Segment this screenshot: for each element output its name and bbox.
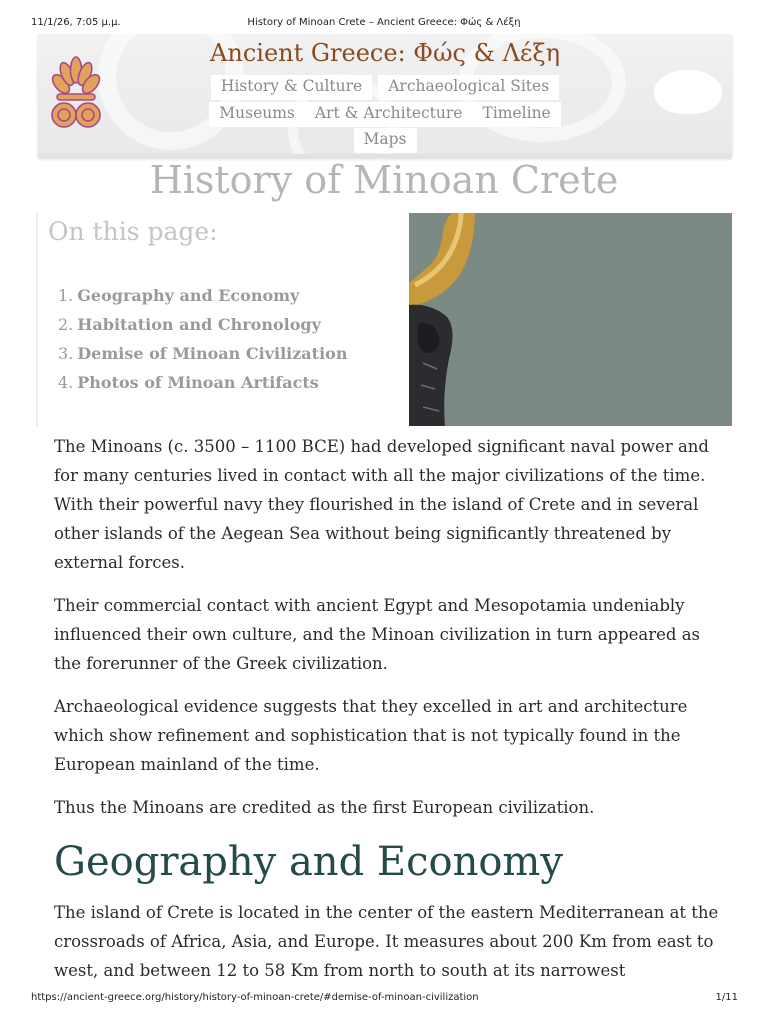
nav-row <box>38 128 732 153</box>
section-heading-geography: Geography and Economy <box>54 839 563 885</box>
toc-item: 2. Habitation and Chronology <box>58 315 321 334</box>
page-title: History of Minoan Crete <box>149 158 619 202</box>
table-of-contents <box>36 213 398 426</box>
site-header <box>38 34 732 157</box>
nav-art-architecture[interactable]: Art & Architecture <box>305 102 473 127</box>
nav-history-culture[interactable]: History & Culture <box>211 75 372 100</box>
body-paragraph: Archaeological evidence suggests that they excelled in art and architecture which show refinement and sophistication that is not typically found in the European mainland of the time. <box>54 697 688 774</box>
nav-archaeological-sites[interactable]: Archaeological Sites <box>378 75 559 100</box>
toc-item: 3. Demise of Minoan Civilization <box>58 344 348 363</box>
print-document-title: History of Minoan Crete – Ancient Greece: Φώς & Λέξη <box>247 17 521 28</box>
body-paragraph: The Minoans (c. 3500 – 1100 BCE) had developed significant naval power and for many centuries lived in contact with all the major civilizations of the time. With their powerful navy they flourished in the island of Crete and in several other islands of the Aegean Sea without being significantly threatened by external forces. <box>54 437 709 572</box>
toc-link-geography[interactable]: Geography and Economy <box>77 286 300 305</box>
toc-link-habitation[interactable]: Habitation and Chronology <box>77 315 321 334</box>
toc-item: 4. Photos of Minoan Artifacts <box>58 373 319 392</box>
toc-item: 1. Geography and Economy <box>58 286 300 305</box>
body-paragraph: The island of Crete is located in the center of the eastern Mediterranean at the crossroads of Africa, Asia, and Europe. It measures about 200 Km from east to west, and between 12 to 58 Km from north to south at its narrowest <box>54 903 719 980</box>
nav-row <box>38 102 732 127</box>
nav-maps[interactable]: Maps <box>354 128 417 153</box>
toc-heading: On this page: <box>48 217 218 246</box>
article-content <box>54 432 719 999</box>
print-page-counter: 1/11 <box>715 992 738 1003</box>
print-footer <box>0 992 768 1006</box>
bull-head-artifact <box>409 213 732 426</box>
site-title[interactable]: Ancient Greece: Φώς & Λέξη <box>210 39 560 67</box>
nav-timeline[interactable]: Timeline <box>472 102 560 127</box>
toc-link-demise[interactable]: Demise of Minoan Civilization <box>77 344 348 363</box>
nav-museums[interactable]: Museums <box>209 102 305 127</box>
toc-list <box>58 281 347 397</box>
print-url: https://ancient-greece.org/history/history-of-minoan-crete/#demise-of-minoan-civilization <box>31 992 479 1003</box>
toc-link-photos[interactable]: Photos of Minoan Artifacts <box>77 373 319 392</box>
body-paragraph: Their commercial contact with ancient Egypt and Mesopotamia undeniably influenced their own culture, and the Minoan civilization in turn appeared as the forerunner of the Greek civilization. <box>54 596 701 673</box>
nav-row <box>38 75 732 100</box>
body-paragraph: Thus the Minoans are credited as the first European civilization. <box>54 798 595 817</box>
print-header <box>0 17 768 31</box>
print-datetime: 11/1/26, 7:05 μ.μ. <box>31 17 121 28</box>
hero-image-bull-rhyton <box>409 213 732 426</box>
